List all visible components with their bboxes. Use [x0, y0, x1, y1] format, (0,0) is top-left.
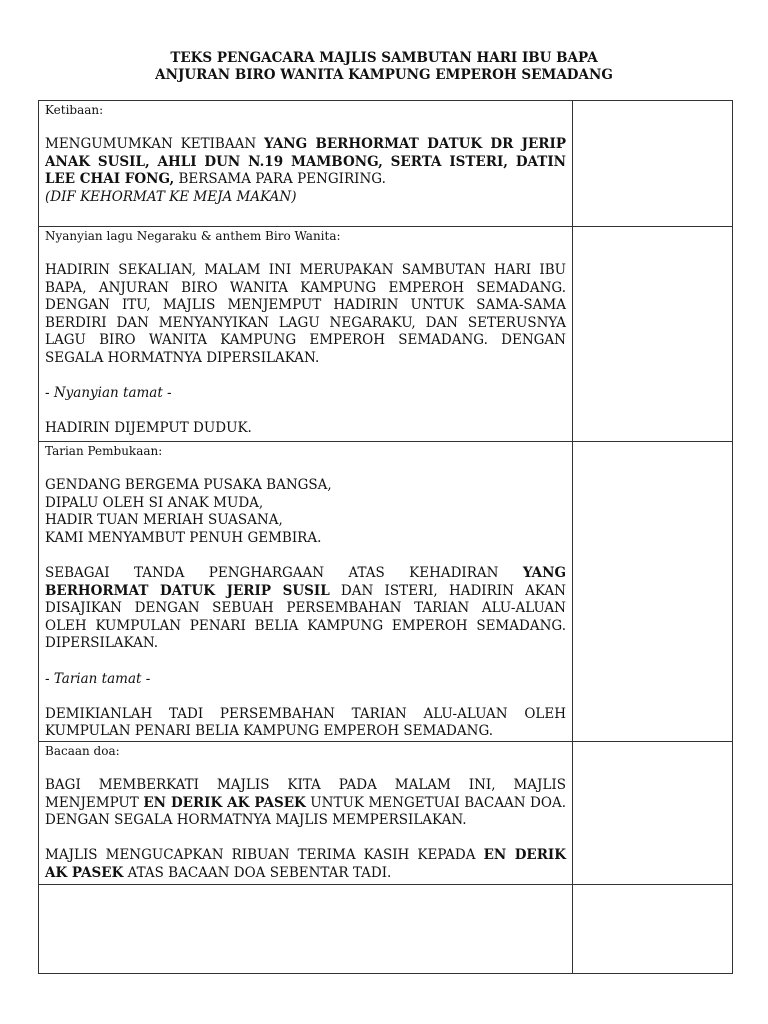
table-row-ketibaan [39, 101, 733, 227]
content-cell [39, 884, 573, 973]
announcement-paragraph [45, 136, 566, 206]
verse-line: GENDANG BERGEMA PUSAKA BANGSA, [45, 477, 332, 493]
pantun-verse [45, 477, 566, 547]
table-row-doa [39, 741, 733, 884]
document-title-line1: TEKS PENGACARA MAJLIS SAMBUTAN HARI IBU BAPA [170, 50, 598, 66]
content-cell [39, 741, 573, 884]
text-run: ATAS BACAAN DOA SEBENTAR TADI. [123, 864, 392, 881]
text-run: MAJLIS MENGUCAPKAN RIBUAN TERIMA KASIH KEPADA [45, 847, 484, 864]
content-cell [39, 227, 573, 442]
section-label: Nyanyian lagu Negaraku & anthem Biro Wanita: [45, 229, 341, 243]
guest-name-bold: YANG BERHORMAT DATUK JERIP SUSIL [45, 564, 566, 599]
section-label: Ketibaan: [45, 103, 104, 117]
document-title-line2: ANJURAN BIRO WANITA KAMPUNG EMPEROH SEMADANG [155, 67, 613, 83]
text-run: BERSAMA PARA PENGIRING. [174, 171, 386, 188]
section-label: Bacaan doa: [45, 743, 120, 758]
text-run: UNTUK MENGETUAI BACAAN DOA. DENGAN SEGALA HORMATNYA MAJLIS MEMPERSILAKAN. [45, 794, 566, 829]
notes-cell [573, 101, 733, 227]
notes-cell [573, 741, 733, 884]
stage-direction: (DIF KEHORMAT KE MEJA MAKAN) [45, 188, 297, 205]
content-cell [39, 442, 573, 742]
script-table [38, 100, 733, 974]
notes-cell [573, 227, 733, 442]
closing-paragraph: HADIRIN DIJEMPUT DUDUK. [45, 420, 252, 437]
anthem-paragraph: HADIRIN SEKALIAN, MALAM INI MERUPAKAN SAMBUTAN HARI IBU BAPA, ANJURAN BIRO WANITA KAMPUNG EMPEROH SEMADANG. DENGAN ITU, MAJLIS MENJEMPUT HADIRIN UNTUK SAMA-SAMA BERDIRI DAN MENYANYIKAN LAGU NEGARAKU, DAN SETERUSNYA LAGU BIRO WANITA KAMPUNG EMPEROH SEMADANG. DENGAN SEGALA HORMATNYA DIPERSILAKAN. [45, 262, 566, 366]
content-cell [39, 101, 573, 227]
text-run: DAN ISTERI, HADIRIN AKAN DISAJIKAN DENGAN SEBUAH PERSEMBAHAN TARIAN ALU-ALUAN OLEH KUMPULAN PENARI BELIA KAMPUNG EMPEROH SEMADANG. DIPERSILAKAN. [45, 582, 566, 652]
prayer-invite-paragraph [45, 777, 566, 830]
stage-direction: - Nyanyian tamat - [45, 385, 172, 402]
table-row-empty [39, 884, 733, 973]
stage-direction: - Tarian tamat - [45, 670, 151, 687]
verse-line: DIPALU OLEH SI ANAK MUDA, [45, 494, 264, 511]
notes-cell [573, 442, 733, 742]
guest-name-bold: YANG BERHORMAT DATUK DR JERIP ANAK SUSIL, AHLI DUN N.19 MAMBONG, SERTA ISTERI, DATIN LEE CHAI FONG, [45, 136, 566, 188]
person-name-bold: EN DERIK AK PASEK [45, 847, 566, 881]
closing-paragraph: DEMIKIANLAH TADI PERSEMBAHAN TARIAN ALU-ALUAN OLEH KUMPULAN PENARI BELIA KAMPUNG EMPEROH SEMADANG. [45, 705, 566, 740]
verse-line: KAMI MENYAMBUT PENUH GEMBIRA. [45, 529, 322, 546]
text-run: SEBAGAI TANDA PENGHARGAAN ATAS KEHADIRAN [45, 564, 523, 581]
verse-line: HADIR TUAN MERIAH SUASANA, [45, 512, 283, 529]
table-row-tarian [39, 442, 733, 742]
notes-cell [573, 884, 733, 973]
dance-intro-paragraph [45, 565, 566, 653]
text-run: BAGI MEMBERKATI MAJLIS KITA PADA MALAM INI, MAJLIS MENJEMPUT [45, 776, 566, 811]
table-row-nyanyian [39, 227, 733, 442]
thanks-paragraph [45, 847, 566, 882]
section-label: Tarian Pembukaan: [45, 444, 163, 458]
text-run: MENGUMUMKAN KETIBAAN [45, 136, 265, 152]
person-name-bold: EN DERIK AK PASEK [143, 794, 306, 811]
